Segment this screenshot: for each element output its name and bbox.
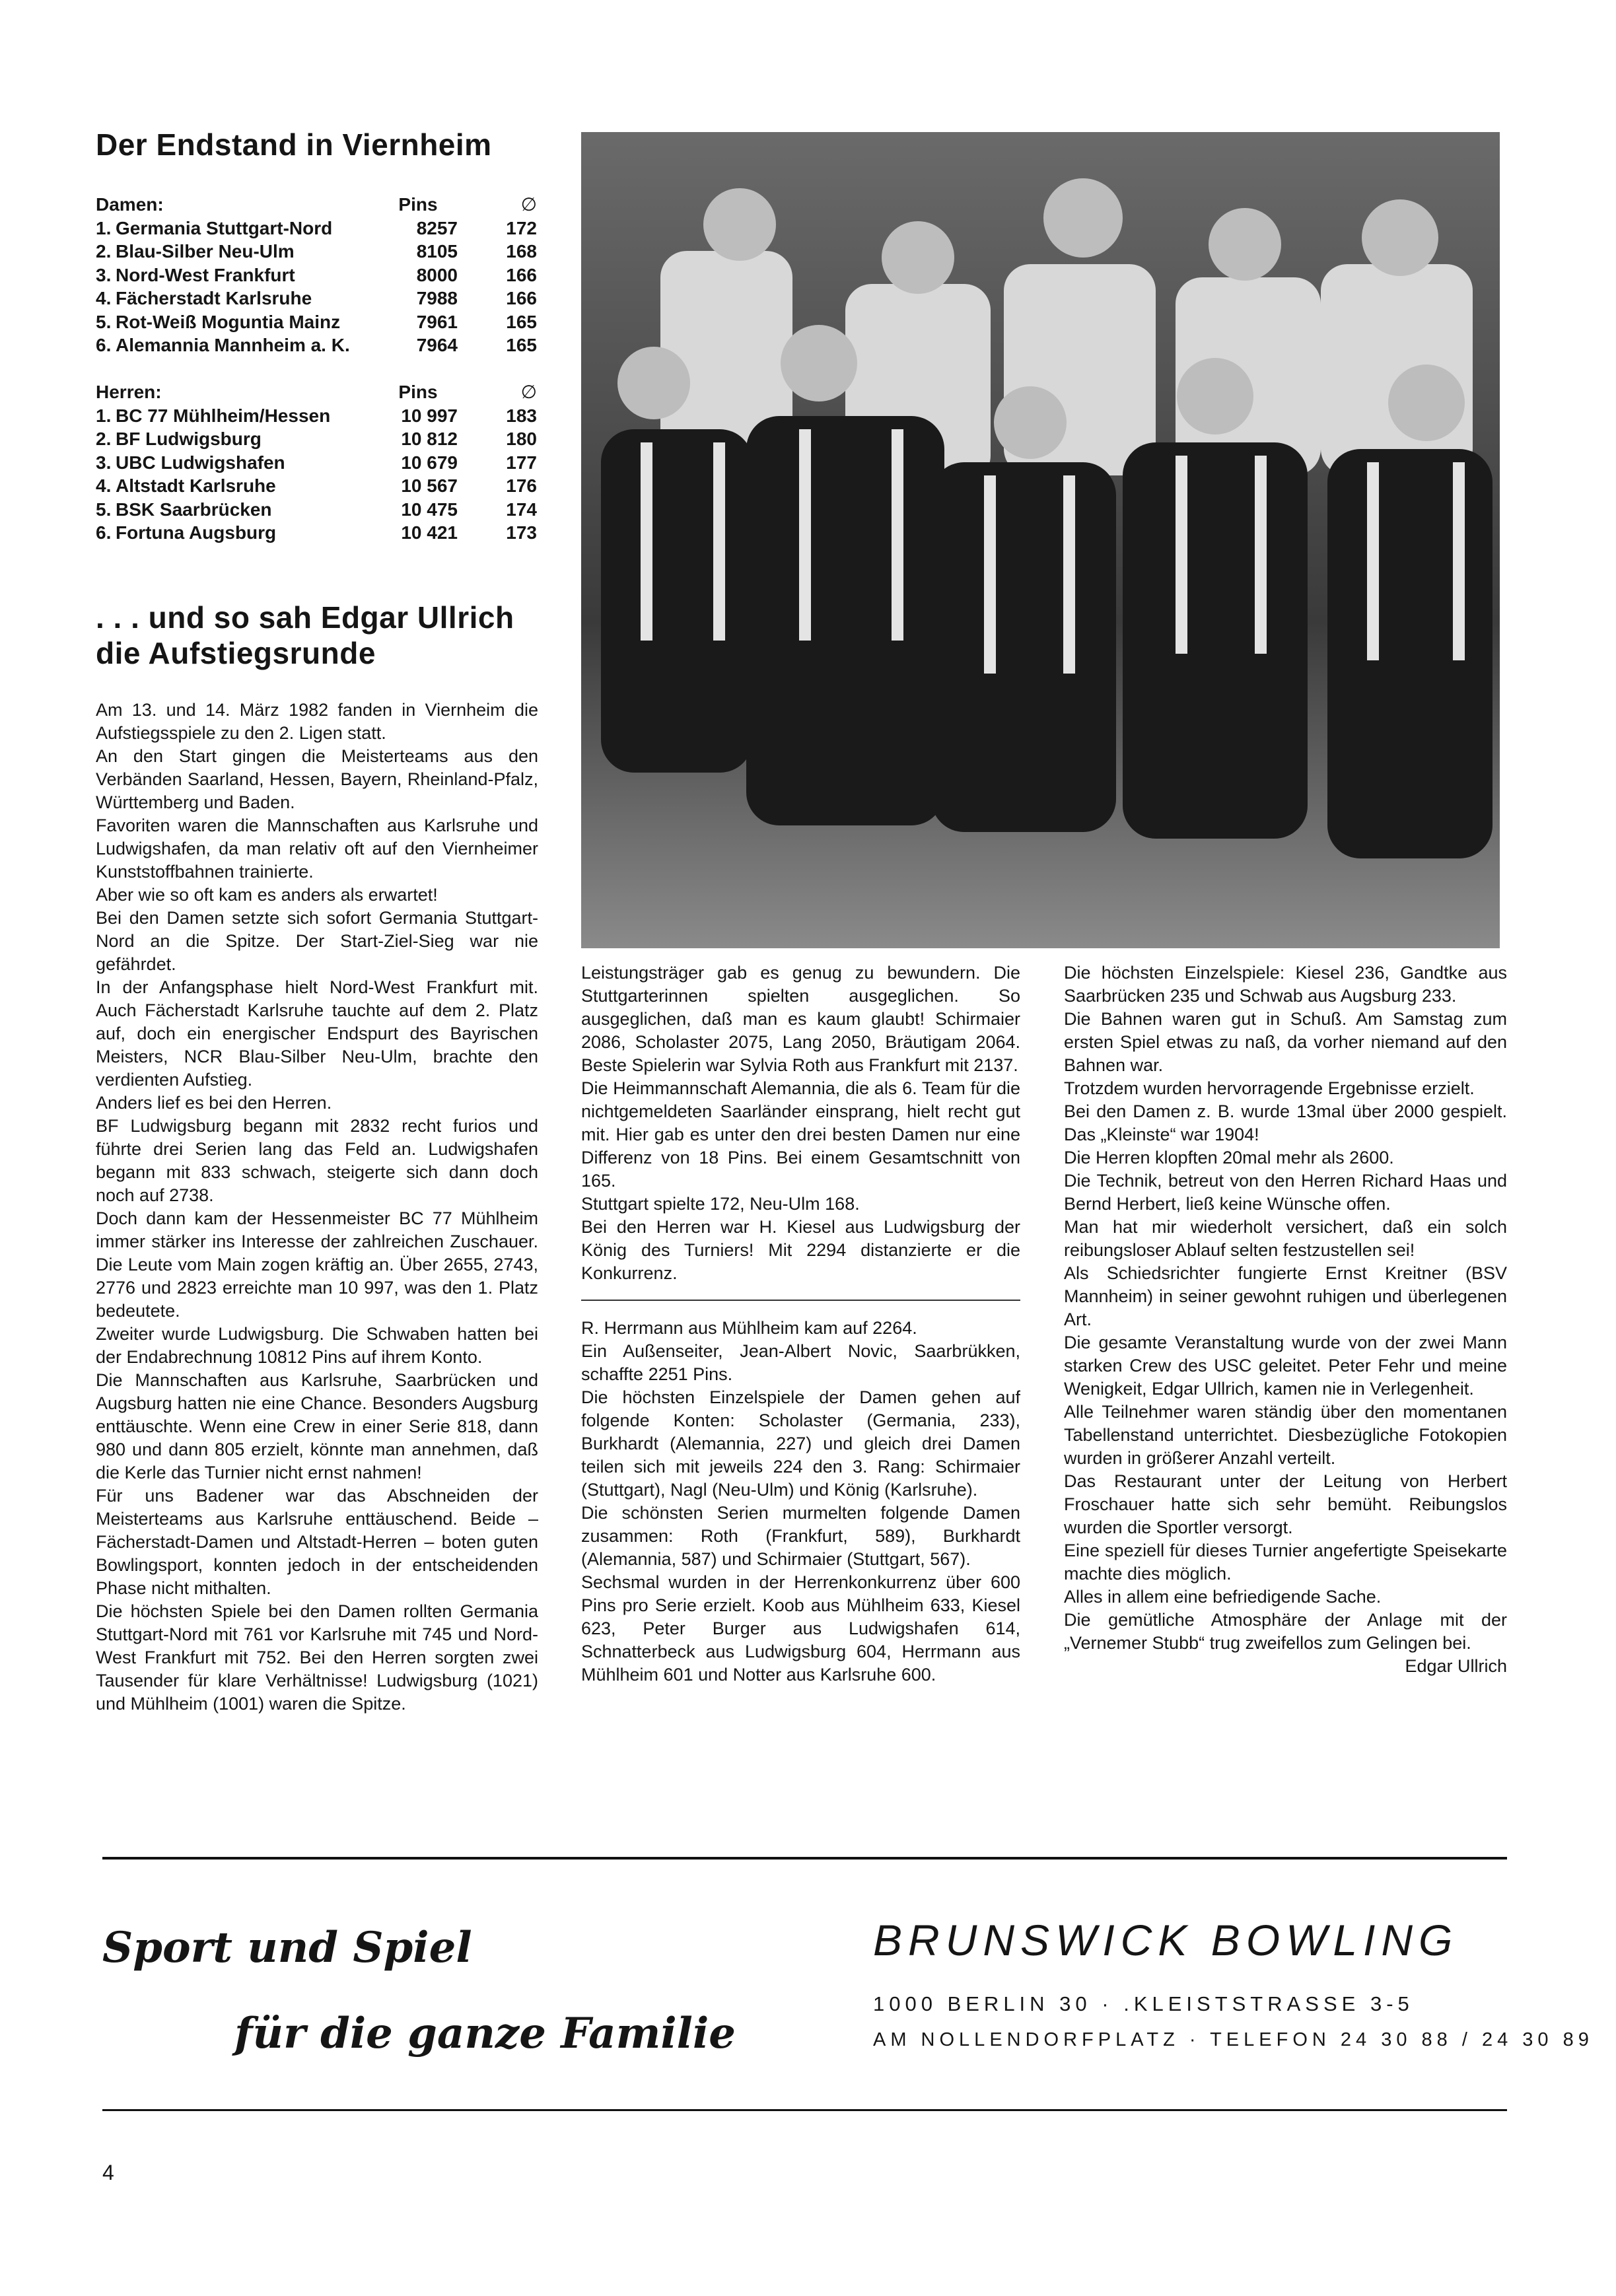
avg-cell: 176: [506, 475, 537, 496]
team-cell: BSK Saarbrücken: [116, 499, 272, 520]
pins-cell: 7961: [416, 311, 458, 332]
paragraph: Die Herren klopften 20mal mehr als 2600.: [1064, 1148, 1394, 1167]
rank-cell: 1.: [96, 405, 112, 426]
rank-cell: 5.: [96, 499, 112, 520]
paragraph: Die Mannschaften aus Karlsruhe, Saarbrücken und Augsburg hatten nie eine Chance. Besonders Augsburg enttäuschte. Wenn eine Crew in einer Serie 818, dann 980 und dann 805 erzielt, könnte man annehmen, daß die Kerle das Turnier nicht ernst nahmen!: [96, 1370, 538, 1482]
rank-cell: 4.: [96, 475, 112, 496]
article-column-1: [96, 699, 538, 1716]
standings-row: [96, 263, 537, 287]
paragraph: BF Ludwigsburg begann mit 2832 recht furios und führte drei Serien lang das Feld an. Ludwigshafen begann mit 833 schwach, steigerte sich dann doch noch auf 2738.: [96, 1116, 538, 1205]
avg-cell: 177: [506, 452, 537, 473]
group-label: Herren:: [96, 382, 162, 402]
pins-cell: 7988: [416, 288, 458, 308]
team-cell: BF Ludwigsburg: [116, 429, 262, 449]
pins-cell: 8105: [416, 241, 458, 261]
paragraph: Alle Teilnehmer waren ständig über den momentanen Tabellenstand unterrichtet. Diesbezügliche Fotokopien wurden in größerer Anzahl verteilt.: [1064, 1402, 1507, 1468]
headline-line-1: . . . und so sah Edgar Ullrich: [96, 600, 514, 635]
rank-cell: 6.: [96, 335, 112, 355]
pins-cell: 7964: [416, 335, 458, 355]
paragraph: Bei den Damen z. B. wurde 13mal über 2000 gespielt. Das „Kleinste“ war 1904!: [1064, 1101, 1507, 1144]
avg-cell: 166: [506, 264, 537, 285]
rank-cell: 4.: [96, 288, 112, 308]
rank-cell: 6.: [96, 522, 112, 543]
paragraph: R. Herrmann aus Mühlheim kam auf 2264.: [581, 1318, 917, 1338]
standings-row: [96, 498, 537, 522]
standings-row: [96, 333, 537, 357]
paragraph: Anders lief es bei den Herren.: [96, 1093, 332, 1113]
ad-slogan-line-2: für die ganze Familie: [234, 2009, 736, 2058]
standings-title: Der Endstand in Viernheim: [96, 127, 492, 162]
standings-row: [96, 310, 537, 334]
paragraph: Die höchsten Einzelspiele: Kiesel 236, Gandtke aus Saarbrücken 235 und Schwab aus Augsburg 233.: [1064, 963, 1507, 1006]
rank-cell: 2.: [96, 241, 112, 261]
paragraph: Bei den Damen setzte sich sofort Germania Stuttgart-Nord an die Spitze. Der Start-Ziel-Sieg war nie gefährdet.: [96, 908, 538, 974]
footer-bottom-rule: [102, 2109, 1507, 2111]
avg-cell: 183: [506, 405, 537, 426]
standings-row: [96, 427, 537, 451]
team-cell: Blau-Silber Neu-Ulm: [116, 241, 295, 261]
rank-cell: 3.: [96, 264, 112, 285]
team-cell: Nord-West Frankfurt: [116, 264, 295, 285]
paragraph: Trotzdem wurden hervorragende Ergebnisse erzielt.: [1064, 1078, 1475, 1098]
table-header: [96, 380, 537, 404]
paragraph: Aber wie so oft kam es anders als erwartet!: [96, 885, 438, 905]
team-cell: Fortuna Augsburg: [116, 522, 277, 543]
standings-row: [96, 521, 537, 545]
avg-cell: 173: [506, 522, 537, 543]
footer-top-rule: [102, 1857, 1507, 1860]
team-photo-image: [581, 132, 1500, 948]
team-cell: Rot-Weiß Moguntia Mainz: [116, 311, 341, 332]
pins-header: Pins: [398, 194, 438, 215]
paragraph: Für uns Badener war das Abschneiden der Meisterteams aus Karlsruhe enttäuschend. Beide – Fächerstadt-Damen und Altstadt-Herren – boten guten Bowlingsport, konnten jedoch in der entscheidenden Phase nicht mithalten.: [96, 1486, 538, 1598]
standings-row: [96, 404, 537, 428]
team-cell: Germania Stuttgart-Nord: [116, 217, 333, 238]
paragraph: In der Anfangsphase hielt Nord-West Frankfurt mit. Auch Fächerstadt Karlsruhe tauchte auf dem 2. Platz auf, doch ein energischer Endspurt des Bayrischen Meisters, NCR Blau-Silber Neu-Ulm, brachte den verdienten Aufstieg.: [96, 977, 538, 1090]
team-cell: BC 77 Mühlheim/Hessen: [116, 405, 331, 426]
paragraph: Die schönsten Serien murmelten folgende Damen zusammen: Roth (Frankfurt, 589), Burkhardt (Alemannia, 587) und Schirmaier (Stuttgart, 567).: [581, 1503, 1020, 1569]
paragraph: Eine speziell für dieses Turnier angefertigte Speisekarte machte dies möglich.: [1064, 1541, 1507, 1583]
author-signature: Edgar Ullrich: [1405, 1656, 1507, 1676]
paragraph: Sechsmal wurden in der Herrenkonkurrenz über 600 Pins pro Serie erzielt. Koob aus Mühlheim 633, Kiesel 623, Peter Burger aus Ludwigshafen 614, Schnatterbeck aus Ludwigsburg 604, Herrmann aus Mühlheim 601 und Notter aus Karlsruhe 600.: [581, 1572, 1020, 1685]
paragraph: Alles in allem eine befriedigende Sache.: [1064, 1587, 1382, 1607]
rank-cell: 1.: [96, 217, 112, 238]
column-divider: [581, 1300, 1020, 1301]
avg-cell: 180: [506, 429, 537, 449]
paragraph: Die gemütliche Atmosphäre der Anlage mit der „Vernemer Stubb“ trug zweifellos zum Gelingen bei.: [1064, 1610, 1507, 1653]
paragraph: Zweiter wurde Ludwigsburg. Die Schwaben hatten bei der Endabrechnung 10812 Pins auf ihrem Konto.: [96, 1324, 538, 1367]
paragraph: Als Schiedsrichter fungierte Ernst Kreitner (BSV Mannheim) in seiner gewohnt ruhigen und überlegenen Art.: [1064, 1263, 1507, 1329]
avg-cell: 168: [506, 241, 537, 261]
paragraph: Die Heimmannschaft Alemannia, die als 6. Team für die nichtgemeldeten Saarländer einsprang, hielt recht gut mit. Hier gab es unter den drei besten Damen nur eine Differenz von 18 Pins. Bei einem Gesamtschnitt von 165.: [581, 1078, 1020, 1191]
pins-cell: 10 421: [401, 522, 458, 543]
avg-cell: 165: [506, 311, 537, 332]
avg-cell: 174: [506, 499, 537, 520]
avg-cell: 165: [506, 335, 537, 355]
team-cell: Fächerstadt Karlsruhe: [116, 288, 312, 308]
article-column-2: [581, 961, 1020, 1687]
pins-cell: 8000: [416, 264, 458, 285]
avg-header: ∅: [520, 194, 537, 215]
pins-cell: 8257: [416, 217, 458, 238]
standings-row: [96, 217, 537, 240]
pins-cell: 10 567: [401, 475, 458, 496]
standings-row: [96, 240, 537, 263]
team-cell: Alemannia Mannheim a. K.: [116, 335, 350, 355]
ad-address-line-1: 1000 BERLIN 30 · .KLEISTSTRASSE 3-5: [873, 1992, 1414, 2015]
rank-cell: 2.: [96, 429, 112, 449]
standings-row: [96, 287, 537, 310]
standings-row: [96, 474, 537, 498]
standings-herren-table: [96, 380, 537, 545]
paragraph: Man hat mir wiederholt versichert, daß ein solch reibungsloser Ablauf selten festzustellen sei!: [1064, 1217, 1507, 1260]
group-label: Damen:: [96, 194, 164, 215]
rank-cell: 3.: [96, 452, 112, 473]
avg-cell: 172: [506, 217, 537, 238]
team-cell: UBC Ludwigshafen: [116, 452, 285, 473]
team-cell: Altstadt Karlsruhe: [116, 475, 276, 496]
table-header: [96, 193, 537, 217]
article-column-3: [1064, 961, 1507, 1678]
standings-damen-table: [96, 193, 537, 357]
paragraph: Die höchsten Einzelspiele der Damen gehen auf folgende Konten: Scholaster (Germania, 233), Burkhardt (Alemannia, 227) und gleich drei Damen teilen sich mit jeweils 224 den 3. Rang: Schirmaier (Stuttgart), Nagl (Neu-Ulm) und König (Karlsruhe).: [581, 1387, 1020, 1500]
avg-cell: 166: [506, 288, 537, 308]
paragraph: An den Start gingen die Meisterteams aus den Verbänden Saarland, Hessen, Bayern, Rheinland-Pfalz, Württemberg und Baden.: [96, 746, 538, 812]
paragraph: Ein Außenseiter, Jean-Albert Novic, Saarbrükken, schaffte 2251 Pins.: [581, 1341, 1020, 1384]
paragraph: Die Technik, betreut von den Herren Richard Haas und Bernd Herbert, ließ keine Wünsche offen.: [1064, 1171, 1507, 1214]
headline-line-2: die Aufstiegsrunde: [96, 636, 376, 670]
article-column-2-bottom: [581, 1317, 1020, 1687]
article-headline: [96, 600, 514, 671]
paragraph: Bei den Herren war H. Kiesel aus Ludwigsburg der König des Turniers! Mit 2294 distanzierte er die Konkurrenz.: [581, 1217, 1020, 1283]
avg-header: ∅: [520, 382, 537, 402]
paragraph: Favoriten waren die Mannschaften aus Karlsruhe und Ludwigshafen, da man relativ oft auf den Viernheimer Kunststoffbahnen trainierte.: [96, 816, 538, 882]
paragraph: Die gesamte Veranstaltung wurde von der zwei Mann starken Crew des USC geleitet. Peter Fehr und meine Wenigkeit, Edgar Ullrich, kamen nie in Verlegenheit.: [1064, 1333, 1507, 1399]
page-number: 4: [102, 2161, 114, 2184]
article-column-2-top: [581, 961, 1020, 1285]
pins-cell: 10 997: [401, 405, 458, 426]
team-photo: [581, 132, 1500, 948]
paragraph: Die höchsten Spiele bei den Damen rollten Germania Stuttgart-Nord mit 761 vor Karlsruhe mit 745 und Nord-West Frankfurt mit 752. Bei den Herren sorgten zwei Tausender für klare Verhältnisse! Ludwigsburg (1021) und Mühlheim (1001) waren die Spitze.: [96, 1601, 538, 1714]
paragraph: Das Restaurant unter der Leitung von Herbert Froschauer hatte sich sehr bemüht. Reibungslos wurden die Sportler versorgt.: [1064, 1471, 1507, 1537]
ad-brand: BRUNSWICK BOWLING: [873, 1916, 1459, 1965]
pins-cell: 10 475: [401, 499, 458, 520]
pins-cell: 10 679: [401, 452, 458, 473]
paragraph: Doch dann kam der Hessenmeister BC 77 Mühlheim immer stärker ins Interesse der zahlreichen Zuschauer. Die Leute vom Main zogen kräftig an. Über 2655, 2743, 2776 und 2823 erreichte man 10 997, was den 1. Platz bedeutete.: [96, 1208, 538, 1321]
paragraph: Die Bahnen waren gut in Schuß. Am Samstag zum ersten Spiel etwas zu naß, da vorher niemand auf den Bahnen war.: [1064, 1009, 1507, 1075]
ad-address-line-2: AM NOLLENDORFPLATZ · TELEFON 24 30 88 / 24 30 89: [873, 2029, 1594, 2050]
pins-cell: 10 812: [401, 429, 458, 449]
paragraph: Stuttgart spielte 172, Neu-Ulm 168.: [581, 1194, 860, 1214]
paragraph: Leistungsträger gab es genug zu bewundern. Die Stuttgarterinnen spielten ausgeglichen. So ausgeglichen, daß man es kaum glaubt! Schirmaier 2086, Scholaster 2075, Lang 2050, Bräutigam 2064. Beste Spielerin war Sylvia Roth aus Frankfurt mit 2137.: [581, 963, 1020, 1075]
paragraph: Am 13. und 14. März 1982 fanden in Viernheim die Aufstiegsspiele zu den 2. Ligen statt.: [96, 700, 538, 743]
rank-cell: 5.: [96, 311, 112, 332]
pins-header: Pins: [398, 382, 438, 402]
ad-slogan-line-1: Sport und Spiel: [102, 1923, 472, 1972]
standings-row: [96, 451, 537, 475]
